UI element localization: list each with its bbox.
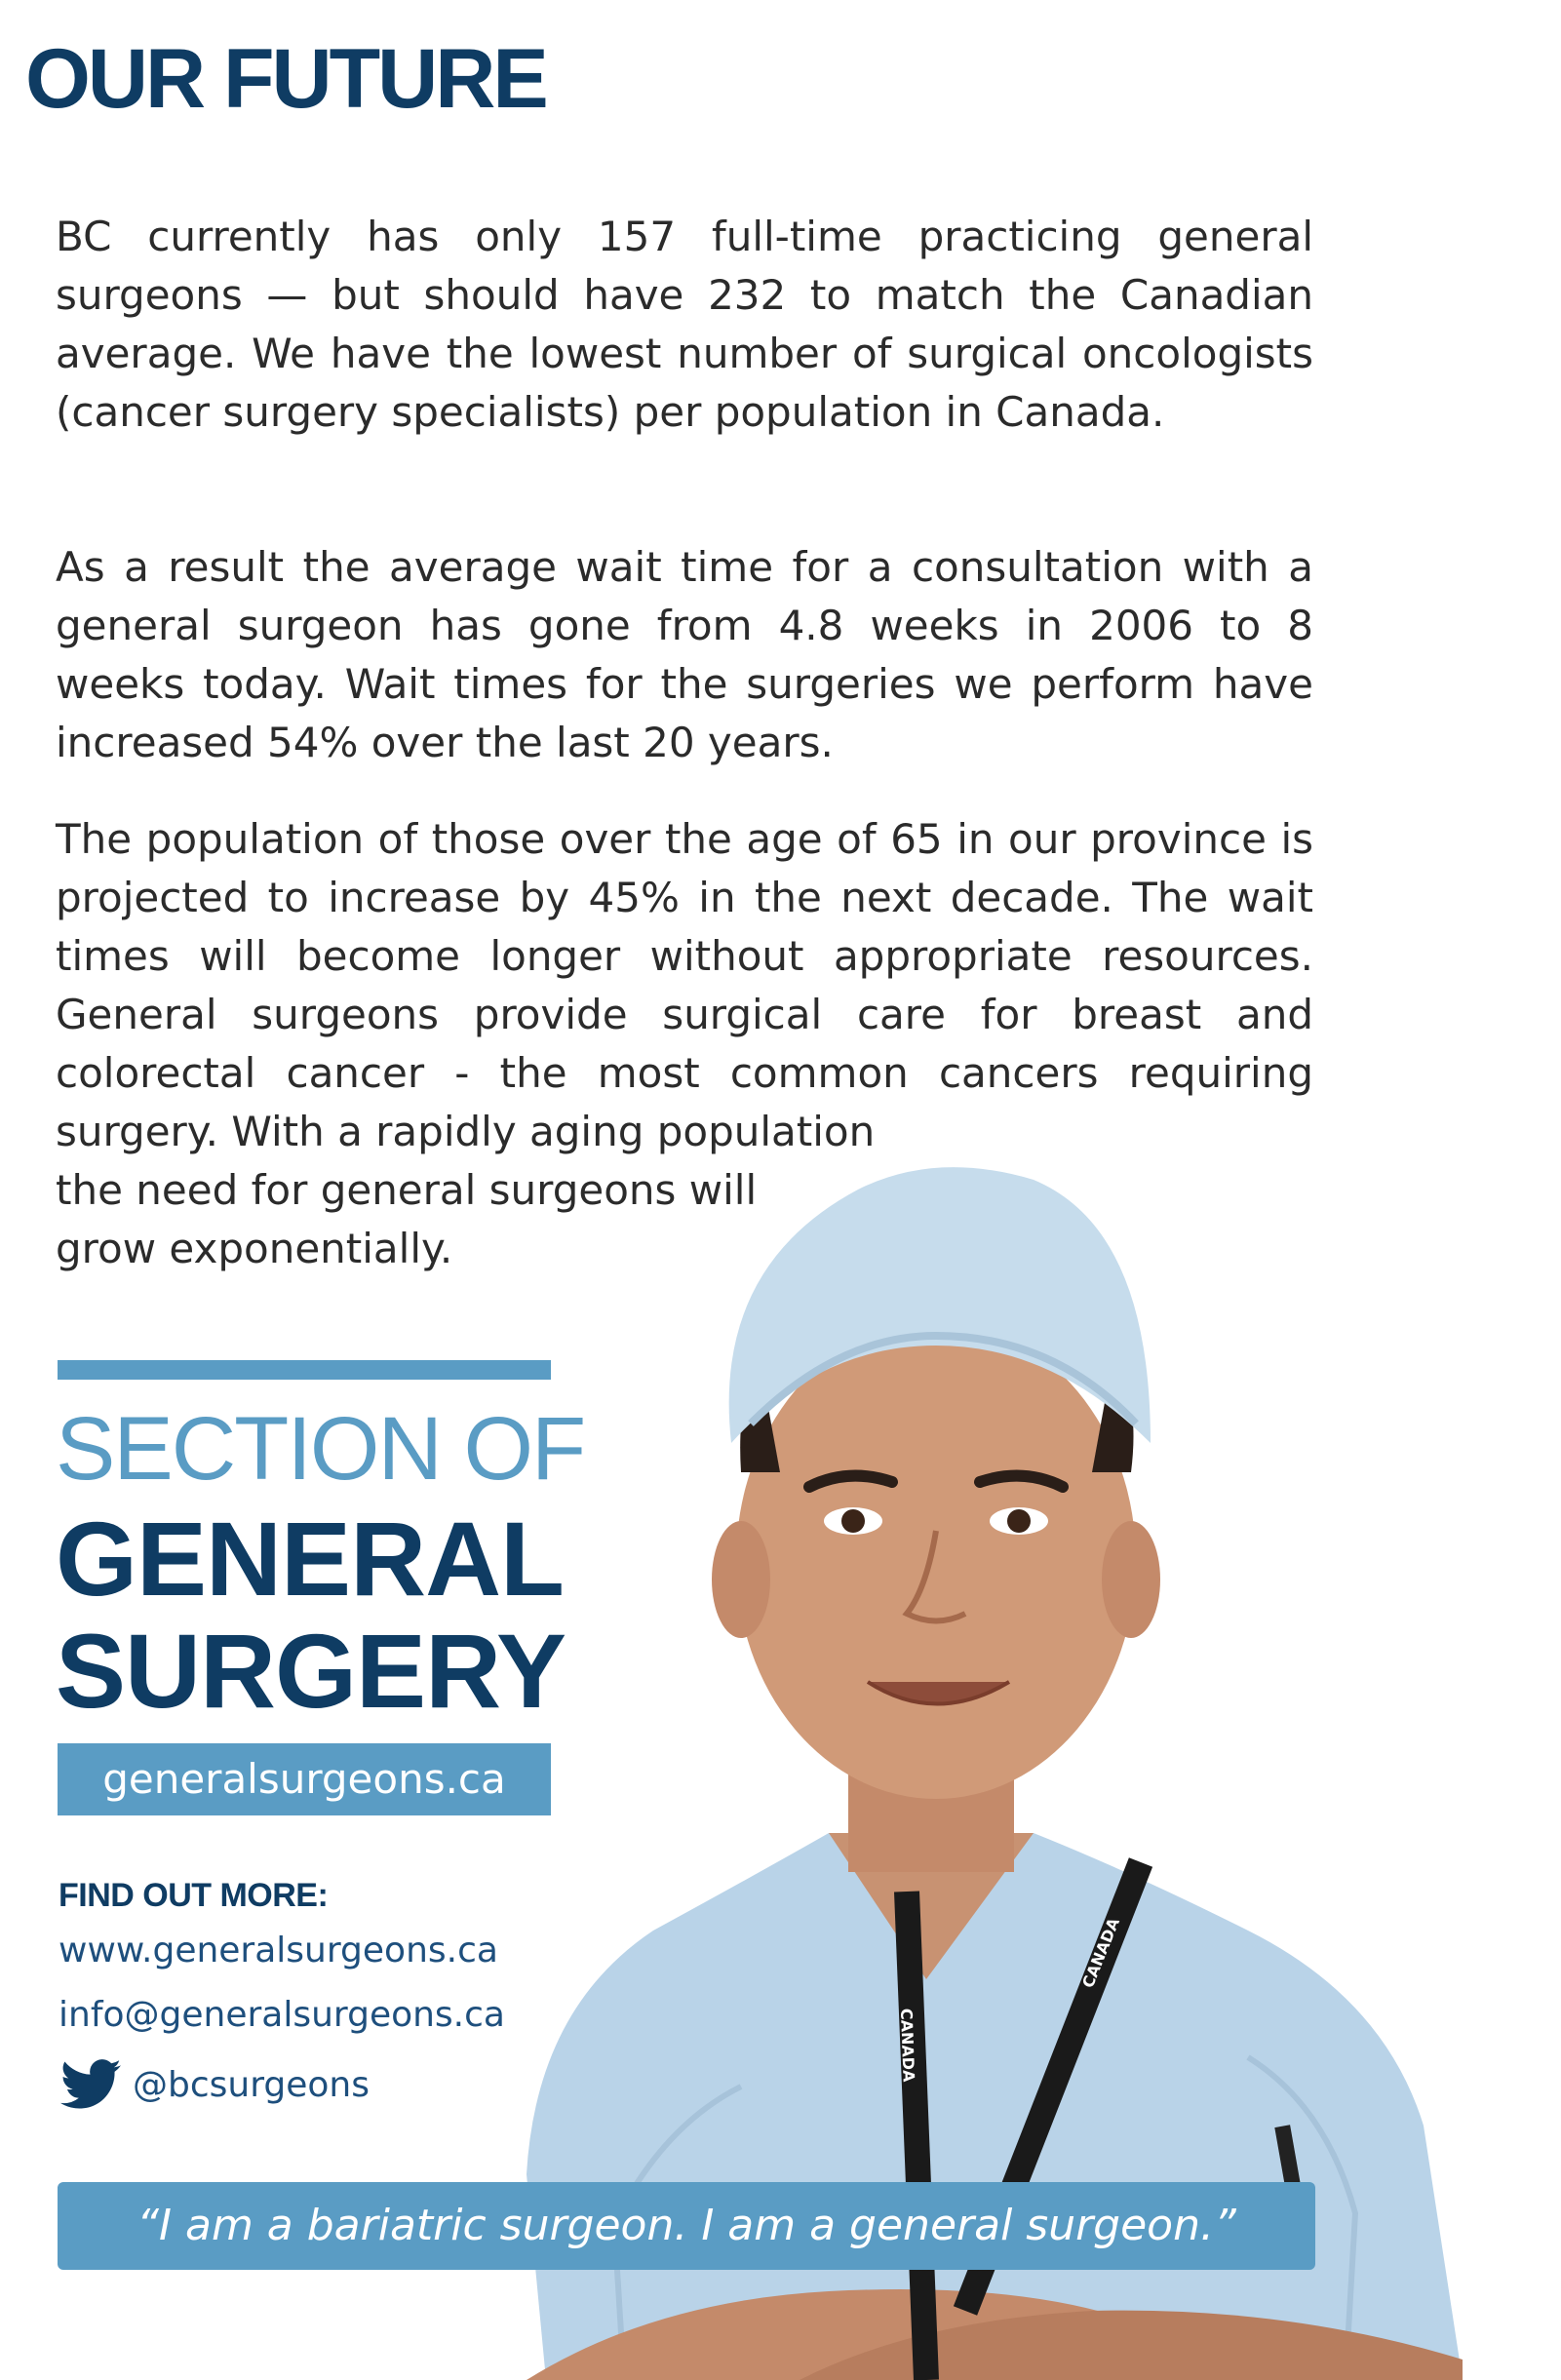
brand-section-of: SECTION OF (56, 1399, 585, 1499)
email-link[interactable]: info@generalsurgeons.ca (59, 1995, 505, 2035)
twitter-link[interactable] (60, 2057, 370, 2112)
brand-general: GENERAL (56, 1500, 565, 1618)
brand-surgery: SURGERY (56, 1612, 566, 1730)
page-title: OUR FUTURE (25, 32, 546, 126)
paragraph-population-main: The population of those over the age of 65 in our province is projected to increase by 45% in the next decade. The wait times will become longer without appropriate resources. General surgeons provide surgical care for breast and colorectal cancer - the most common cancers requiring surgery. With a rapidly aging population (56, 815, 1313, 1155)
lanyard-text-left: CANADA (897, 2008, 918, 2083)
find-out-more-heading: FIND OUT MORE: (59, 1877, 329, 1914)
paragraph-wait-times: As a result the average wait time for a consultation with a general surgeon has gone from 4.8 weeks in 2006 to 8 weeks today. Wait times for the surgeries we perform have increased 54% over the last 20 years. (56, 543, 1313, 766)
brand-url[interactable]: generalsurgeons.ca (58, 1743, 551, 1815)
twitter-handle: @bcsurgeons (133, 2064, 370, 2105)
website-link[interactable]: www.generalsurgeons.ca (59, 1931, 498, 1970)
paragraph-population-tail-2: grow exponentially. (56, 1225, 453, 1272)
paragraph-surgeon-count: BC currently has only 157 full-time practicing general surgeons — but should have 232 to match the Canadian average. We have the lowest number of surgical oncologists (cancer surgery specialists) per population in Canada. (56, 213, 1313, 436)
lanyard-text-right: CANADA (1078, 1915, 1124, 1991)
brand-rule (58, 1360, 551, 1380)
surgeon-quote: “I am a bariatric surgeon. I am a general surgeon.” (58, 2182, 1315, 2270)
paragraph-population-tail-1: the need for general surgeons will (56, 1166, 758, 1214)
twitter-bird-icon (60, 2059, 121, 2110)
